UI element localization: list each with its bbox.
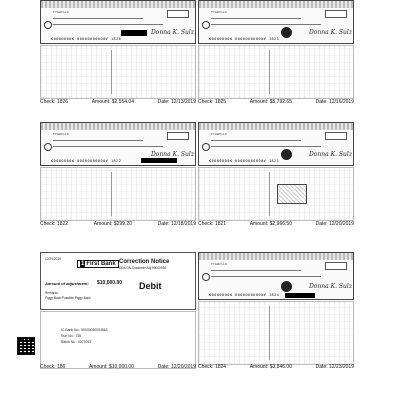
check-amount: $2,554.04 (111, 99, 134, 105)
signature: Donna K. Sulz (309, 29, 352, 36)
check-front-image: TYLER LLC Donna K. Sulz ⑆0000000⑆ 00000000000⑈ 1824 (198, 252, 354, 300)
correction-notice-cell (40, 252, 196, 369)
check-caption: Check: 186 Amount: $10,000.00 Date: 12/20/2019 (40, 364, 196, 370)
check-number: 1822 (56, 221, 69, 227)
check-amount: $10,000.00 (108, 364, 134, 370)
check-cell-1822 (40, 122, 196, 227)
qr-code-icon (17, 337, 35, 355)
check-date: 12/16/2019 (328, 99, 354, 105)
debit-label: Debit (139, 281, 162, 291)
endorsement-stamp (277, 184, 307, 204)
check-cell-1826 (40, 0, 196, 105)
check-back-image (40, 167, 196, 221)
correction-notice-back: IC Bank No.: 99000030004563 Run No.: 735 Batch No.: 4207093 (40, 311, 196, 369)
correction-notice-front: 12/20/2019 1 First Bank Correction Notice DDA DN Customer Adj 99000930 Amount of adjustment: $10,000.00 Debit Remarks: Piggy Back Possible Piggy Back (40, 252, 196, 310)
check-caption: Check: 1822 Amount: $299.20 Date: 12/18/2019 (40, 221, 196, 227)
adjustment-amount: $10,000.00 (97, 280, 123, 286)
check-front-image: TYLER LLC Donna K. Sulz ⑆0000000⑆ 00000000000⑈ 1826 (40, 0, 196, 44)
check-ring-icon (44, 21, 52, 29)
check-back-image (198, 301, 354, 365)
check-number: 1824 (214, 364, 227, 370)
check-date: 12/18/2019 (170, 221, 196, 227)
check-number: 1825 (214, 99, 227, 105)
check-back-image (40, 45, 196, 99)
check-caption: Check: 1826 Amount: $2,554.04 Date: 12/13/2019 (40, 99, 196, 105)
check-number: 1821 (214, 221, 227, 227)
check-cell-1825 (198, 0, 354, 105)
notice-title: Correction Notice (119, 259, 170, 265)
signature: Donna K. Sulz (309, 283, 352, 290)
check-number: 186 (56, 364, 66, 370)
check-number: 1826 (56, 99, 69, 105)
check-front-image: TYLER LLC Donna K. Sulz ⑆0000000⑆ 00000000000⑈ 1825 (198, 0, 354, 44)
signature: Donna K. Sulz (309, 151, 352, 158)
check-caption: Check: 1821 Amount: $2,966.50 Date: 12/20/2019 (198, 221, 354, 227)
check-cell-1821 (198, 122, 354, 227)
check-back-image (198, 167, 354, 221)
check-front-image: TYLER LLC Donna K. Sulz ⑆0000000⑆ 00000000000⑈ 1822 (40, 122, 196, 166)
check-amount: $3,846.00 (269, 364, 292, 370)
check-back-image (198, 45, 354, 99)
check-cell-1824 (198, 252, 354, 370)
signature: Donna K. Sulz (151, 151, 194, 158)
check-date: 12/20/2019 (170, 364, 196, 370)
bank-logo: 1 First Bank (77, 260, 119, 268)
signature: Donna K. Sulz (151, 29, 194, 36)
check-caption: Check: 1824 Amount: $3,846.00 Date: 12/23/2019 (198, 364, 354, 370)
check-date: 12/23/2019 (328, 364, 354, 370)
check-caption: Check: 1825 Amount: $5,792.65 Date: 12/16/2019 (198, 99, 354, 105)
check-amount: $5,792.65 (269, 99, 292, 105)
check-amount: $2,966.50 (269, 221, 292, 227)
check-date: 12/20/2019 (328, 221, 354, 227)
check-amount: $299.20 (113, 221, 132, 227)
check-date: 12/13/2019 (170, 99, 196, 105)
check-front-image: TYLER LLC Donna K. Sulz ⑆0000000⑆ 00000000000⑈ 1821 (198, 122, 354, 166)
